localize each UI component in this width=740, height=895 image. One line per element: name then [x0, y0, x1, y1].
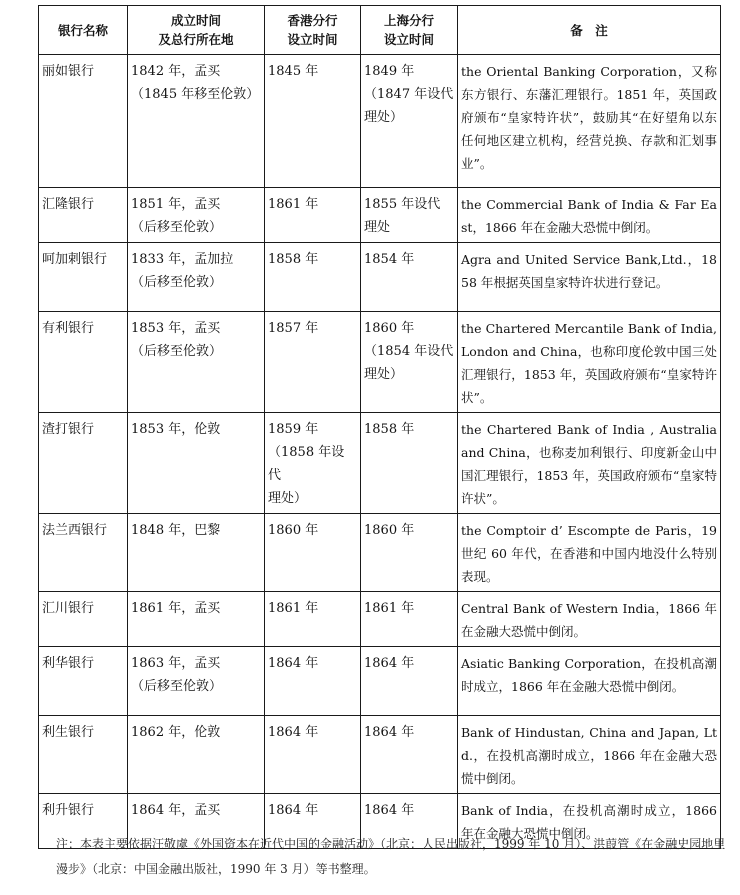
cell-line: 理处）	[268, 491, 308, 506]
cell-line: 1845 年	[268, 64, 319, 79]
cell-line: 1861 年	[364, 601, 415, 616]
hongkong-branch-cell	[265, 716, 361, 794]
cell-line: （1847 年设代	[364, 87, 454, 102]
cell-line: （后移至伦敦）	[131, 275, 223, 290]
cell-line: 1833 年，孟加拉	[131, 252, 234, 267]
remarks-cell: the Commercial Bank of India & Far East，1866 年在金融大恐慌中倒闭。	[458, 188, 721, 243]
founded-cell	[128, 312, 265, 413]
cell-line: 理处	[364, 220, 391, 235]
shanghai-branch-cell	[361, 243, 458, 312]
cell-line: 理处）	[364, 367, 404, 382]
remarks-cell: the Chartered Mercantile Bank of India, London and China，也称印度伦敦中国三处汇理银行，1853 年，英国政府颁布“皇家特许状”。	[458, 312, 721, 413]
cell-line: （后移至伦敦）	[131, 220, 223, 235]
cell-line: 1861 年，孟买	[131, 601, 221, 616]
bank-name-cell: 汇隆银行	[39, 188, 128, 243]
shanghai-branch-cell	[361, 592, 458, 647]
shanghai-branch-cell	[361, 514, 458, 592]
cell-line: 1861 年	[268, 197, 319, 212]
header-shanghai-branch: 上海分行 设立时间	[361, 6, 458, 55]
founded-cell	[128, 243, 265, 312]
table-row	[39, 188, 721, 243]
hongkong-branch-cell	[265, 413, 361, 514]
cell-line: 1860 年	[364, 321, 415, 336]
cell-line: （后移至伦敦）	[131, 679, 223, 694]
bank-name-cell: 利升银行	[39, 794, 128, 849]
cell-line: 1858 年	[268, 252, 319, 267]
hongkong-branch-cell	[265, 188, 361, 243]
bank-name-cell: 利华银行	[39, 647, 128, 716]
remarks-cell: Bank of India，在投机高潮时成立，1866 年在金融大恐慌中倒闭。	[458, 794, 721, 849]
cell-line: 1864 年	[364, 725, 415, 740]
cell-line: 1848 年，巴黎	[131, 523, 221, 538]
hongkong-branch-cell	[265, 55, 361, 188]
hongkong-branch-cell	[265, 312, 361, 413]
bank-name-cell: 丽如银行	[39, 55, 128, 188]
founded-cell	[128, 55, 265, 188]
table-row	[39, 647, 721, 716]
founded-cell	[128, 716, 265, 794]
cell-line: 1842 年，孟买	[131, 64, 221, 79]
cell-line: 1860 年	[364, 523, 415, 538]
cell-line: 1863 年，孟买	[131, 656, 221, 671]
remarks-cell: the Comptoir d’ Escompte de Paris，19 世纪 60 年代，在香港和中国内地没什么特别表现。	[458, 514, 721, 592]
cell-line: 1864 年	[268, 656, 319, 671]
header-hongkong-branch: 香港分行 设立时间	[265, 6, 361, 55]
founded-cell	[128, 514, 265, 592]
hongkong-branch-cell	[265, 514, 361, 592]
cell-line: 1862 年，伦敦	[131, 725, 221, 740]
shanghai-branch-cell	[361, 413, 458, 514]
founded-cell	[128, 188, 265, 243]
cell-line: 1854 年	[364, 252, 415, 267]
bank-name-cell: 法兰西银行	[39, 514, 128, 592]
cell-line: 1864 年	[364, 803, 415, 818]
table-body	[39, 55, 721, 849]
bank-name-cell: 汇川银行	[39, 592, 128, 647]
cell-line: （后移至伦敦）	[131, 344, 223, 359]
hongkong-branch-cell	[265, 243, 361, 312]
cell-line: 1864 年	[364, 656, 415, 671]
remarks-cell: the Oriental Banking Corporation，又称东方银行、东藩汇理银行。1851 年，英国政府颁布“皇家特许状”，鼓励其“在好望角以东任何地区建立机构，经营兑换、存款和汇划事业”。	[458, 55, 721, 188]
foreign-banks-table	[38, 5, 721, 849]
remarks-cell: Agra and United Service Bank,Ltd.，1858 年根据英国皇家特许状进行登记。	[458, 243, 721, 312]
remarks-cell: Central Bank of Western India，1866 年在金融大恐慌中倒闭。	[458, 592, 721, 647]
bank-name-cell: 渣打银行	[39, 413, 128, 514]
table-row	[39, 55, 721, 188]
remarks-cell: Asiatic Banking Corporation，在投机高潮时成立，1866 年在金融大恐慌中倒闭。	[458, 647, 721, 716]
cell-line: 1857 年	[268, 321, 319, 336]
hongkong-branch-cell	[265, 592, 361, 647]
cell-line: 1864 年	[268, 725, 319, 740]
cell-line: 1853 年，伦敦	[131, 422, 221, 437]
founded-cell	[128, 413, 265, 514]
shanghai-branch-cell	[361, 716, 458, 794]
cell-line: 1864 年	[268, 803, 319, 818]
remarks-cell: the Chartered Bank of India , Australia and China，也称麦加利银行、印度新金山中国汇理银行，1853 年，英国政府颁布“皇家特许状”。	[458, 413, 721, 514]
shanghai-branch-cell	[361, 55, 458, 188]
hongkong-branch-cell	[265, 647, 361, 716]
table-row	[39, 413, 721, 514]
cell-line: （1858 年设代	[268, 445, 345, 483]
cell-line: 理处）	[364, 110, 404, 125]
cell-line: 1855 年设代	[364, 197, 441, 212]
bank-name-cell: 呵加剌银行	[39, 243, 128, 312]
shanghai-branch-cell	[361, 312, 458, 413]
cell-line: （1854 年设代	[364, 344, 454, 359]
cell-line: 1849 年	[364, 64, 415, 79]
bank-table-container	[38, 5, 720, 849]
table-row	[39, 514, 721, 592]
founded-cell	[128, 647, 265, 716]
table-row	[39, 312, 721, 413]
remarks-cell: Bank of Hindustan, China and Japan, Ltd.，在投机高潮时成立，1866 年在金融大恐慌中倒闭。	[458, 716, 721, 794]
cell-line: 1853 年，孟买	[131, 321, 221, 336]
cell-line: 1858 年	[364, 422, 415, 437]
bank-name-cell: 利生银行	[39, 716, 128, 794]
cell-line: 1859 年	[268, 422, 319, 437]
cell-line: 1861 年	[268, 601, 319, 616]
header-bank-name: 银行名称	[39, 6, 128, 55]
table-header-row	[39, 6, 721, 55]
founded-cell	[128, 592, 265, 647]
table-row	[39, 592, 721, 647]
shanghai-branch-cell	[361, 647, 458, 716]
cell-line: 1860 年	[268, 523, 319, 538]
table-footnote: 注：本表主要依据汪敬虞《外国资本在近代中国的金融活动》（北京：人民出版社，1999 年 10 月）、洪葭管《在金融史园地里漫步》（北京：中国金融出版社，1990 年 3 月）等书整理。	[56, 837, 726, 876]
cell-line: （1845 年移至伦敦）	[131, 87, 260, 102]
cell-line: 1864 年，孟买	[131, 803, 221, 818]
table-row	[39, 716, 721, 794]
table-row	[39, 243, 721, 312]
header-founded: 成立时间 及总行所在地	[128, 6, 265, 55]
shanghai-branch-cell	[361, 188, 458, 243]
cell-line: 1851 年，孟买	[131, 197, 221, 212]
bank-name-cell: 有利银行	[39, 312, 128, 413]
header-remarks: 备 注	[458, 6, 721, 55]
